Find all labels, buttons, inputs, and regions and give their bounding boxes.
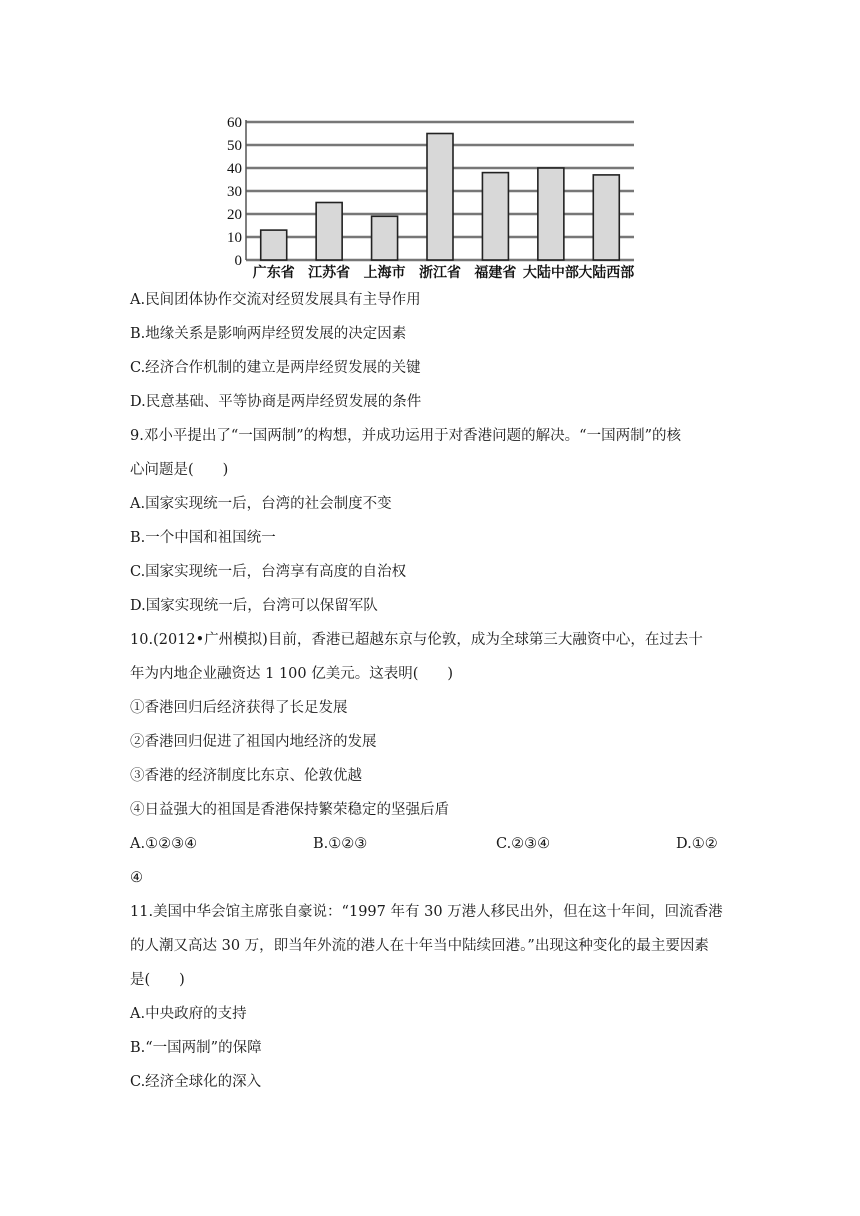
- q10-option-d-wrap: ④: [130, 870, 143, 886]
- q8-option-c: C.经济合作机制的建立是两岸经贸发展的关键: [130, 360, 421, 376]
- x-tick-label: 浙江省: [419, 265, 461, 281]
- y-tick-label: 0: [234, 253, 242, 269]
- bar: [372, 216, 398, 260]
- bar: [482, 173, 508, 260]
- bar: [261, 230, 287, 260]
- bar-chart: [222, 108, 642, 283]
- q10-item-3: ③香港的经济制度比东京、伦敦优越: [130, 768, 362, 784]
- q11-stem-line3: 是( ): [130, 972, 185, 988]
- q10-item-1: ①香港回归后经济获得了长足发展: [130, 700, 348, 716]
- q9-option-a: A.国家实现统一后，台湾的社会制度不变: [130, 496, 392, 512]
- q10-item-4: ④日益强大的祖国是香港保持繁荣稳定的坚强后盾: [130, 802, 449, 818]
- q9-stem-line2: 心问题是( ): [130, 462, 229, 478]
- q10-option-d: D.①②: [676, 836, 718, 852]
- q8-option-a: A.民间团体协作交流对经贸发展具有主导作用: [130, 292, 421, 308]
- q11-option-c: C.经济全球化的深入: [130, 1074, 262, 1090]
- x-tick-label: 大陆中部: [522, 265, 579, 281]
- q9-option-b: B.一个中国和祖国统一: [130, 530, 276, 546]
- bar: [316, 203, 342, 261]
- bar-chart-svg: [222, 108, 642, 283]
- y-tick-label: 10: [227, 230, 242, 246]
- q11-option-b: B.“一国两制”的保障: [130, 1040, 262, 1056]
- q10-option-c: C.②③④: [496, 836, 551, 852]
- y-tick-label: 50: [227, 138, 242, 154]
- y-tick-label: 40: [227, 161, 242, 177]
- y-tick-label: 20: [227, 207, 242, 223]
- q10-option-a: A.①②③④: [130, 836, 198, 852]
- q10-stem-line2: 年为内地企业融资达 1 100 亿美元。这表明( ): [130, 666, 454, 682]
- bar: [538, 168, 564, 260]
- q11-stem-line1: 11.美国中华会馆主席张自豪说：“1997 年有 30 万港人移民出外，但在这十年间，回流香港: [130, 904, 723, 920]
- q10-item-2: ②香港回归促进了祖国内地经济的发展: [130, 734, 377, 750]
- x-tick-label: 江苏省: [308, 265, 351, 281]
- q9-option-d: D.国家实现统一后，台湾可以保留军队: [130, 598, 378, 614]
- q11-option-a: A.中央政府的支持: [130, 1006, 247, 1022]
- q10-stem-line1: 10.(2012•广州模拟)目前，香港已超越东京与伦敦，成为全球第三大融资中心，在过去十: [130, 632, 703, 648]
- x-tick-label: 福建省: [474, 265, 517, 281]
- bar: [427, 134, 453, 261]
- bar: [593, 175, 619, 260]
- q9-stem-line1: 9.邓小平提出了“一国两制”的构想，并成功运用于对香港问题的解决。“一国两制”的核: [130, 428, 681, 444]
- x-tick-label: 大陆西部: [578, 265, 635, 281]
- x-tick-label: 广东省: [252, 265, 295, 281]
- q11-stem-line2: 的人潮又高达 30 万，即当年外流的港人在十年当中陆续回港。”出现这种变化的最主要因素: [130, 938, 709, 954]
- q8-option-d: D.民意基础、平等协商是两岸经贸发展的条件: [130, 394, 422, 410]
- x-tick-label: 上海市: [363, 265, 406, 281]
- y-tick-label: 60: [227, 115, 242, 131]
- q10-option-b: B.①②③: [313, 836, 368, 852]
- y-tick-label: 30: [227, 184, 242, 200]
- q8-option-b: B.地缘关系是影响两岸经贸发展的决定因素: [130, 326, 407, 342]
- q9-option-c: C.国家实现统一后，台湾享有高度的自治权: [130, 564, 407, 580]
